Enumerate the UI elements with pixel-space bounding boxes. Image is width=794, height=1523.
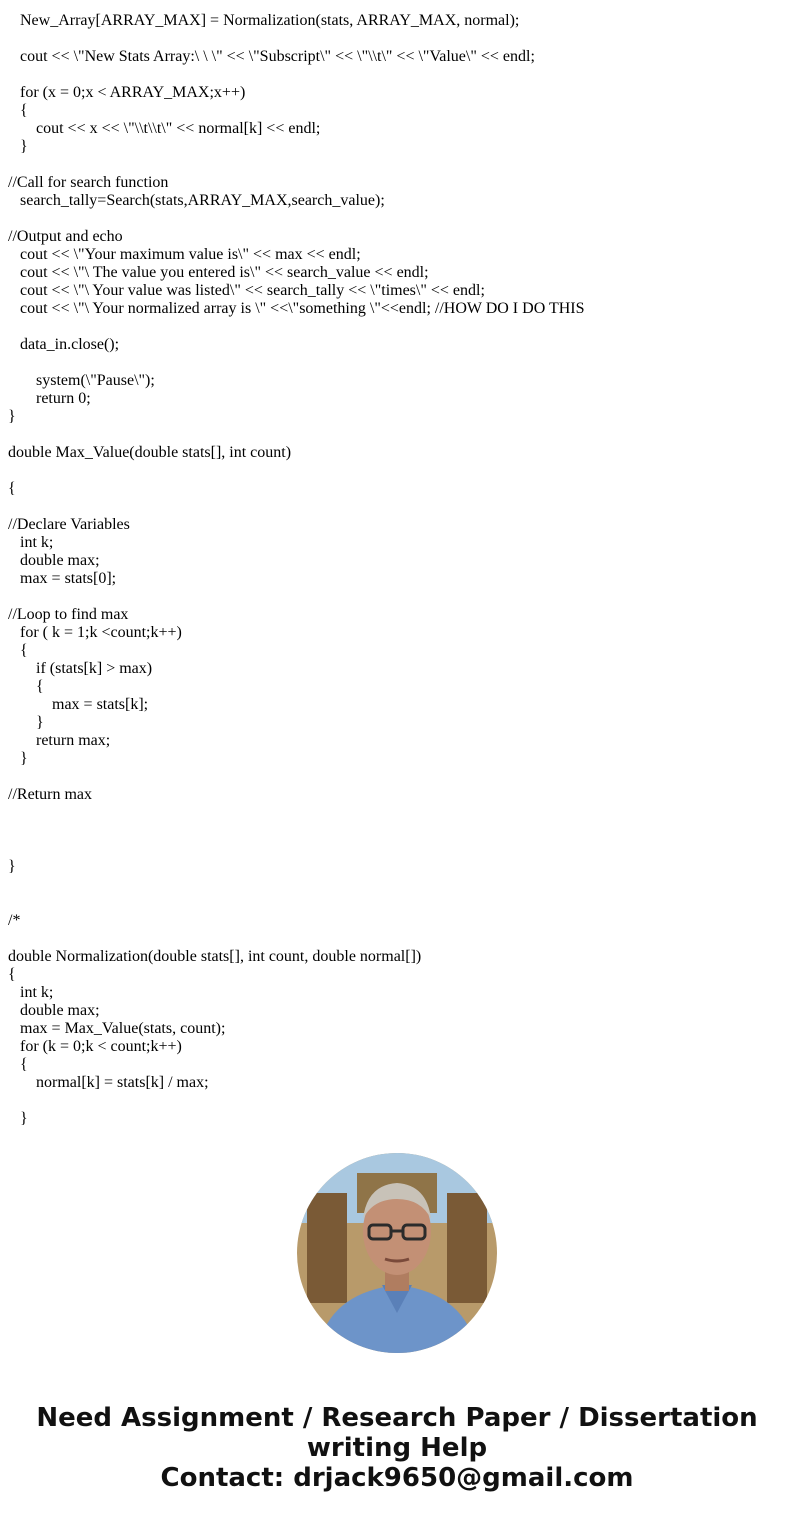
code-line	[8, 822, 788, 840]
code-line: New_Array[ARRAY_MAX] = Normalization(stats, ARRAY_MAX, normal);	[20, 12, 520, 29]
code-line: }	[20, 1110, 28, 1127]
code-line	[8, 840, 788, 858]
code-line	[8, 156, 788, 174]
code-line: /*	[8, 912, 21, 929]
code-line	[8, 318, 788, 336]
code-line	[8, 876, 788, 894]
code-line: for (x = 0;x < ARRAY_MAX;x++)	[20, 84, 246, 101]
code-line: cout << \"Your maximum value is\" << max << endl;	[20, 246, 361, 263]
contact-email: Contact: drjack9650@gmail.com	[160, 1463, 634, 1493]
code-line: {	[36, 678, 44, 695]
code-line: double max;	[20, 552, 100, 569]
code-line: int k;	[20, 534, 54, 551]
code-listing	[8, 12, 788, 1128]
code-line: max = Max_Value(stats, count);	[20, 1020, 226, 1037]
code-line	[8, 462, 788, 480]
code-line: double max;	[20, 1002, 100, 1019]
code-line: cout << \"\ Your normalized array is \" <<\"something \"<<endl; //HOW DO I DO THIS	[20, 300, 585, 317]
code-line: cout << x << \"\\t\\t\" << normal[k] << endl;	[36, 120, 321, 137]
code-line: }	[8, 408, 16, 425]
code-line	[8, 768, 788, 786]
code-line: return 0;	[36, 390, 91, 407]
code-line: search_tally=Search(stats,ARRAY_MAX,search_value);	[20, 192, 385, 209]
code-line: int k;	[20, 984, 54, 1001]
code-line	[8, 426, 788, 444]
code-line: double Max_Value(double stats[], int count)	[8, 444, 292, 461]
code-line	[8, 588, 788, 606]
code-line	[8, 354, 788, 372]
promo-line: Need Assignment / Research Paper / Dissertation	[36, 1403, 758, 1433]
code-line: {	[20, 102, 28, 119]
code-line: for ( k = 1;k <count;k++)	[20, 624, 182, 641]
code-line: cout << \"New Stats Array:\ \ \" << \"Subscript\" << \"\\t\" << \"Value\" << endl;	[20, 48, 535, 65]
code-line: //Output and echo	[8, 228, 123, 245]
code-line: cout << \"\ Your value was listed\" << search_tally << \"times\" << endl;	[20, 282, 485, 299]
code-line: {	[8, 480, 16, 497]
code-line: return max;	[36, 732, 111, 749]
code-line: data_in.close();	[20, 336, 120, 353]
code-line: system(\"Pause\");	[36, 372, 155, 389]
code-line: //Return max	[8, 786, 92, 803]
code-line: //Declare Variables	[8, 516, 130, 533]
code-line	[8, 210, 788, 228]
code-line: max = stats[k];	[52, 696, 149, 713]
code-line: {	[20, 642, 28, 659]
code-line: {	[8, 966, 16, 983]
person-portrait-icon	[297, 1153, 497, 1353]
code-line	[8, 30, 788, 48]
code-line: cout << \"\ The value you entered is\" << search_value << endl;	[20, 264, 429, 281]
code-line	[8, 804, 788, 822]
code-line: normal[k] = stats[k] / max;	[36, 1074, 209, 1091]
code-line: double Normalization(double stats[], int count, double normal[])	[8, 948, 422, 965]
code-line: if (stats[k] > max)	[36, 660, 153, 677]
code-line	[8, 930, 788, 948]
code-line	[8, 1092, 788, 1110]
code-line	[8, 498, 788, 516]
code-line	[8, 66, 788, 84]
code-line: }	[36, 714, 44, 731]
author-photo	[297, 1153, 497, 1353]
code-line: //Call for search function	[8, 174, 169, 191]
code-line: max = stats[0];	[20, 570, 117, 587]
code-line: //Loop to find max	[8, 606, 129, 623]
code-line: }	[8, 858, 16, 875]
promo-banner	[0, 1403, 794, 1493]
code-line: }	[20, 750, 28, 767]
code-line	[8, 894, 788, 912]
code-line: for (k = 0;k < count;k++)	[20, 1038, 182, 1055]
code-line: }	[20, 138, 28, 155]
code-line: {	[20, 1056, 28, 1073]
promo-line: writing Help	[306, 1433, 488, 1463]
